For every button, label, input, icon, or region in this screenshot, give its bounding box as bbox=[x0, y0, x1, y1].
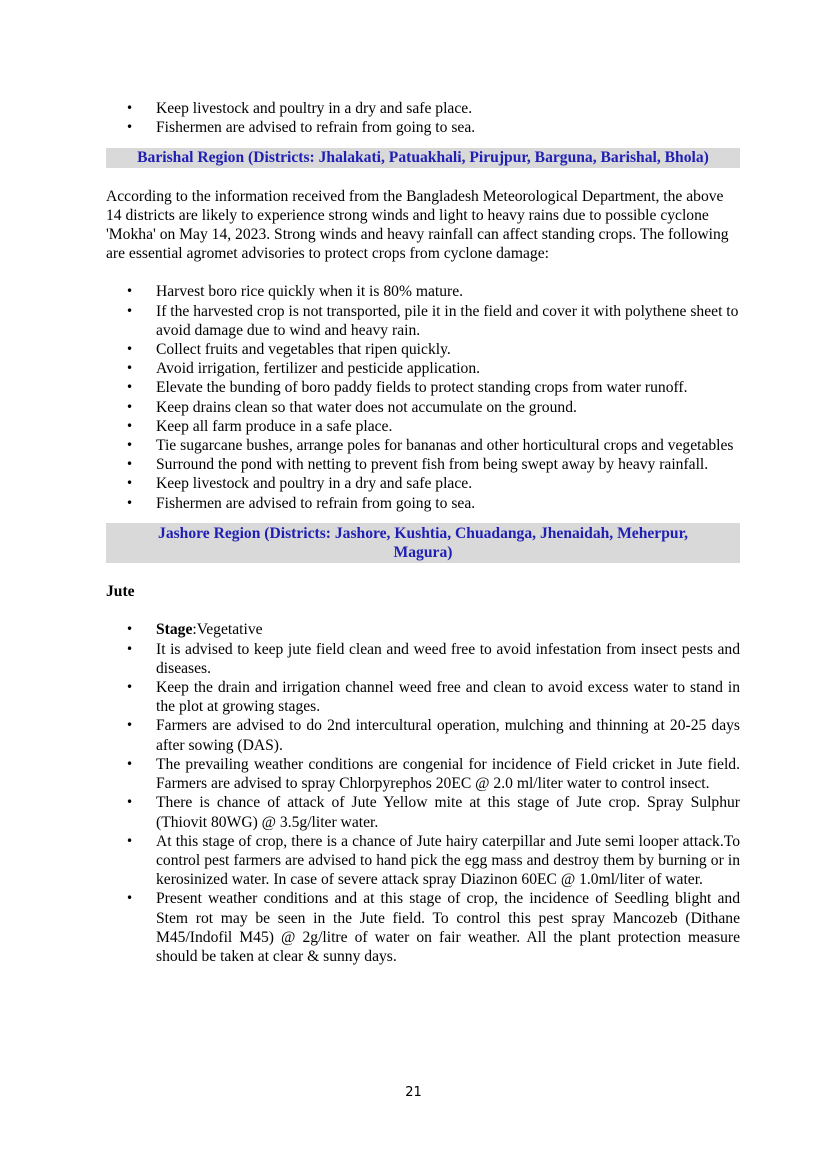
list-item: • Present weather conditions and at this stage of crop, the incidence of Seedling blight and Stem rot may be seen in the Jute field. To control this pest spray Mancozeb (Dithane M45/Indofil M45) @ 2g/litre of water on fair weather. All the plant protection measure should be taken at clear & sunny days. bbox=[106, 889, 740, 966]
list-item: • Keep livestock and poultry in a dry and safe place. bbox=[106, 99, 740, 118]
stage-value: :Vegetative bbox=[192, 621, 263, 639]
crop-heading: Jute bbox=[106, 583, 135, 601]
list-item: • Collect fruits and vegetables that ripen quickly. bbox=[106, 340, 740, 359]
list-item: • Surround the pond with netting to prevent fish from being swept away by heavy rainfall. bbox=[106, 455, 740, 474]
list-item: • Keep the drain and irrigation channel weed free and clean to avoid excess water to stand in the plot at growing stages. bbox=[106, 678, 740, 716]
page-content bbox=[106, 99, 740, 966]
list-item: • Keep all farm produce in a safe place. bbox=[106, 417, 740, 436]
list-item: • Avoid irrigation, fertilizer and pesticide application. bbox=[106, 359, 740, 378]
top-advisory-list bbox=[106, 99, 740, 137]
list-item: • It is advised to keep jute field clean and weed free to avoid infestation from insect pests and diseases. bbox=[106, 640, 740, 678]
jute-advisory-list bbox=[106, 620, 740, 966]
list-item: • Fishermen are advised to refrain from going to sea. bbox=[106, 494, 740, 513]
barishal-region-header: Barishal Region (Districts: Jhalakati, Patuakhali, Pirujpur, Barguna, Barishal, Bhola) bbox=[106, 148, 740, 167]
list-item: • The prevailing weather conditions are congenial for incidence of Field cricket in Jute field. Farmers are advised to spray Chlorpyrephos 20EC @ 2.0 ml/liter water to control insect. bbox=[106, 755, 740, 793]
list-item: • Fishermen are advised to refrain from going to sea. bbox=[106, 118, 740, 137]
barishal-advisory-list bbox=[106, 282, 740, 512]
list-item: • Tie sugarcane bushes, arrange poles for bananas and other horticultural crops and vegetables bbox=[106, 436, 740, 455]
list-item: • If the harvested crop is not transported, pile it in the field and cover it with polythene sheet to avoid damage due to wind and heavy rain. bbox=[106, 302, 740, 340]
list-item: • Keep drains clean so that water does not accumulate on the ground. bbox=[106, 398, 740, 417]
jashore-region-header: Jashore Region (Districts: Jashore, Kushtia, Chuadanga, Jhenaidah, Meherpur, Magura) bbox=[106, 523, 740, 563]
page-number: 21 bbox=[405, 1085, 422, 1100]
list-item: • Elevate the bunding of boro paddy fields to protect standing crops from water runoff. bbox=[106, 378, 740, 397]
stage-label: Stage bbox=[156, 621, 193, 639]
barishal-paragraph: According to the information received from the Bangladesh Meteorological Department, the above 14 districts are likely to experience strong winds and light to heavy rains due to possible cyclone 'Mokha' on May 14, 2023. Strong winds and heavy rainfall can affect standing crops. The following are essential agromet advisories to protect crops from cyclone damage: bbox=[106, 187, 729, 263]
list-item: • There is chance of attack of Jute Yellow mite at this stage of Jute crop. Spray Sulphur (Thiovit 80WG) @ 3.5g/liter water. bbox=[106, 793, 740, 831]
list-item: • At this stage of crop, there is a chance of Jute hairy caterpillar and Jute semi looper attack.To control pest farmers are advised to hand pick the egg mass and destroy them by burning or in kerosinized water. In case of severe attack spray Diazinon 60EC @ 1.0ml/liter of water. bbox=[106, 832, 740, 890]
list-item: • Keep livestock and poultry in a dry and safe place. bbox=[106, 474, 740, 493]
list-item-stage bbox=[106, 620, 740, 639]
list-item: • Farmers are advised to do 2nd intercultural operation, mulching and thinning at 20-25 days after sowing (DAS). bbox=[106, 716, 740, 754]
list-item: • Harvest boro rice quickly when it is 80% mature. bbox=[106, 282, 740, 301]
